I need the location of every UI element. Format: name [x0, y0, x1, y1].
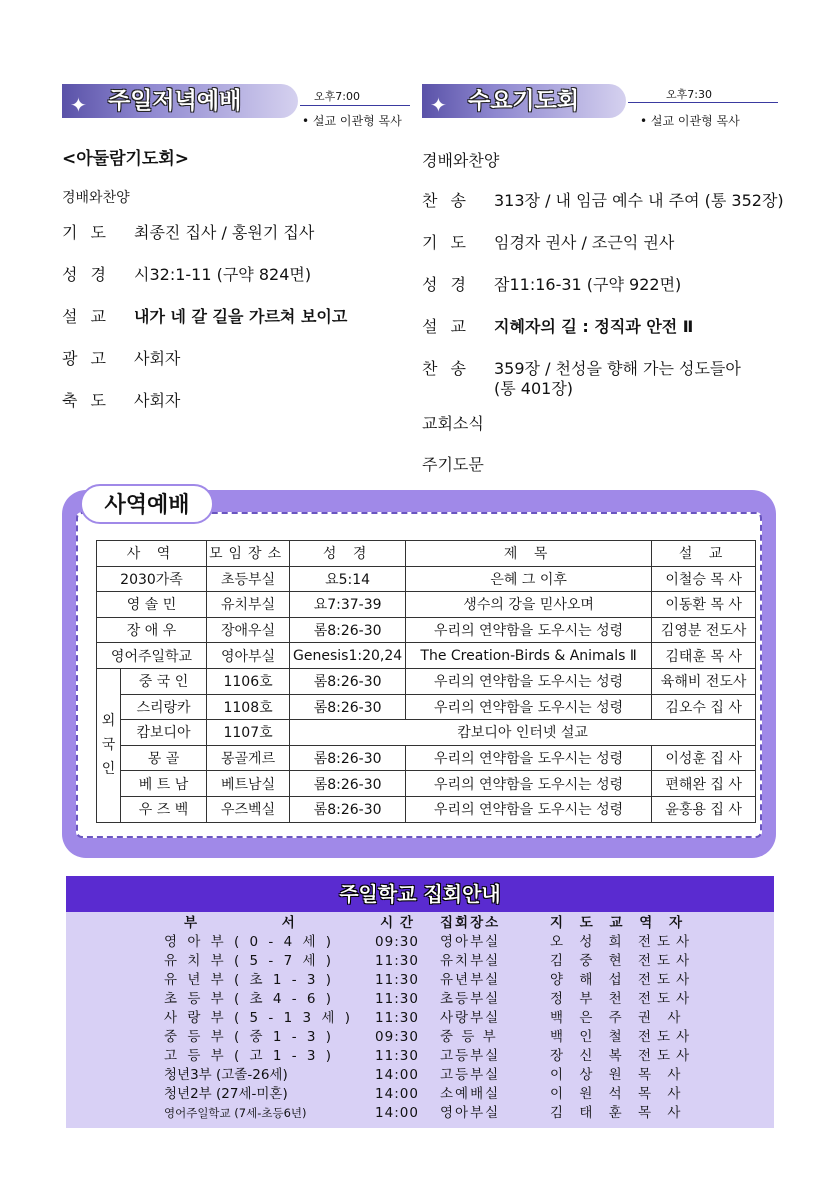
schedule-row	[66, 952, 774, 971]
ministry-name: 2030가족	[97, 566, 207, 592]
ministry-name: 장 애 우	[97, 617, 207, 643]
meeting-place: 1108호	[207, 694, 290, 720]
meeting-place: 초등부실	[440, 991, 501, 1007]
schedule-row	[66, 1066, 774, 1085]
preacher-name: 이철승 목 사	[652, 566, 756, 592]
program-label: 성 경	[62, 265, 106, 284]
schedule-row	[66, 1028, 774, 1047]
bible-ref: 롬8:26-30	[290, 771, 406, 797]
meeting-place: 유년부실	[440, 972, 501, 988]
program-row	[62, 265, 412, 285]
table-row	[97, 745, 756, 771]
service-time: 오후7:30	[666, 88, 712, 101]
department: 중 등 부 ( 중 1 - 3 )	[164, 1029, 335, 1045]
ministry-name: 영어주일학교	[97, 643, 207, 669]
preacher-name: 육해비 전도사	[652, 668, 756, 694]
header-cell: 제 목	[406, 541, 652, 567]
preacher-name: 이성훈 집 사	[652, 745, 756, 771]
meeting-time: 14:00	[375, 1067, 419, 1083]
wednesday-section	[422, 78, 792, 475]
header-cell: 사 역	[97, 541, 207, 567]
sermon-title: 우리의 연약함을 도우시는 성령	[406, 796, 652, 822]
table-row	[97, 694, 756, 720]
meeting-place: 고등부실	[440, 1048, 501, 1064]
service-time: 오후7:00	[314, 90, 360, 103]
program-label: 찬 송	[422, 191, 466, 210]
table-row	[97, 592, 756, 618]
leader: 오 성 희 전도사	[550, 934, 696, 950]
leader: 정 부 천 전도사	[550, 991, 696, 1007]
bible-ref: 요5:14	[290, 566, 406, 592]
preacher-name: 김태훈 목 사	[652, 643, 756, 669]
table-row	[97, 643, 756, 669]
meeting-place: 초등부실	[207, 566, 290, 592]
sunday-evening-header	[62, 78, 412, 128]
program-value: 임경자 권사 / 조근익 권사	[494, 233, 675, 252]
program-label: 설 교	[422, 317, 466, 336]
department: 영 아 부 ( 0 - 4 세 )	[164, 934, 335, 950]
table-row	[97, 617, 756, 643]
meeting-time: 11:30	[375, 953, 419, 969]
department: 유 년 부 ( 초 1 - 3 )	[164, 972, 335, 988]
sermon-title: 생수의 강을 믿사오며	[406, 592, 652, 618]
sermon-title: The Creation-Birds & Animals Ⅱ	[406, 643, 652, 669]
bible-ref: 롬8:26-30	[290, 796, 406, 822]
ministry-name: 베 트 남	[121, 771, 207, 797]
sermon-title: 은혜 그 이후	[406, 566, 652, 592]
preacher-label: • 설교 이관형 목사	[302, 114, 402, 128]
program-value: 사회자	[134, 391, 181, 410]
meeting-place: 몽골게르	[207, 745, 290, 771]
wednesday-header	[422, 78, 792, 128]
sermon-title: 우리의 연약함을 도우시는 성령	[406, 745, 652, 771]
department: 유 치 부 ( 5 - 7 세 )	[164, 953, 335, 969]
preacher-name: 김영분 전도사	[652, 617, 756, 643]
program-value: 지혜자의 길 : 정직과 안전 Ⅱ	[494, 317, 694, 336]
meeting-time: 09:30	[375, 934, 419, 950]
program-label: 성 경	[422, 275, 466, 294]
merged-note: 캄보디아 인터넷 설교	[290, 720, 756, 746]
preacher-name: 편해완 집 사	[652, 771, 756, 797]
program-value: 313장 / 내 임금 예수 내 주여 (통 352장)	[494, 191, 784, 210]
leader: 김 중 현 전도사	[550, 953, 696, 969]
sunday-evening-section	[62, 78, 412, 411]
schedule-row	[66, 1009, 774, 1028]
leader: 김 태 훈 목 사	[550, 1105, 687, 1121]
program-value: 잠11:16-31 (구약 922면)	[494, 275, 682, 294]
sunday-school-table	[66, 914, 774, 1123]
sermon-title: 우리의 연약함을 도우시는 성령	[406, 668, 652, 694]
schedule-row	[66, 1085, 774, 1104]
header-cell: 성 경	[290, 541, 406, 567]
opening: 경배와찬양	[62, 190, 130, 206]
table-row	[97, 566, 756, 592]
meeting-place: 중 등 부	[440, 1029, 498, 1045]
header-cell: 설 교	[652, 541, 756, 567]
meeting-place: 고등부실	[440, 1067, 501, 1083]
leader: 백 인 철 전도사	[550, 1029, 696, 1045]
meeting-time: 11:30	[375, 1010, 419, 1026]
meeting-place: 영아부실	[440, 1105, 501, 1121]
divider	[300, 105, 410, 106]
program-value: 최종진 집사 / 홍원기 집사	[134, 223, 315, 242]
preacher-name: 김오수 집 사	[652, 694, 756, 720]
sparkle-icon: ✦	[70, 93, 87, 117]
department: 청년3부 (고졸-26세)	[164, 1067, 288, 1083]
schedule-row	[66, 990, 774, 1009]
program-value: 사회자	[134, 349, 181, 368]
preacher-name: 윤홍용 집 사	[652, 796, 756, 822]
program-label: 찬 송	[422, 359, 466, 378]
wednesday-title: ✦ 수요기도회	[422, 84, 626, 118]
meeting-place: 사랑부실	[440, 1010, 501, 1026]
divider	[628, 102, 778, 103]
table-row	[97, 771, 756, 797]
meeting-place: 1106호	[207, 668, 290, 694]
bible-ref: Genesis1:20,24	[290, 643, 406, 669]
preacher-name: 이동환 목 사	[652, 592, 756, 618]
meeting-time: 14:00	[375, 1105, 419, 1121]
sunday-school-section	[66, 876, 774, 1128]
program-label: 광 고	[62, 349, 106, 368]
department: 영어주일학교 (7세-초등6년)	[164, 1106, 307, 1120]
program-label: 기 도	[422, 233, 466, 252]
table-header	[97, 541, 756, 567]
leader: 양 해 섭 전도사	[550, 972, 696, 988]
program-row	[62, 223, 412, 243]
bible-ref: 롬8:26-30	[290, 668, 406, 694]
ministry-name: 스리랑카	[121, 694, 207, 720]
meeting-place: 유치부실	[207, 592, 290, 618]
schedule-row	[66, 933, 774, 952]
program-label: 설 교	[62, 307, 106, 326]
program-label: 축 도	[62, 391, 106, 410]
program-row	[422, 191, 792, 211]
header-cell: 모임장소	[207, 541, 290, 567]
lords-prayer: 주기도문	[422, 455, 484, 474]
program-value: 시32:1-11 (구약 824면)	[134, 265, 312, 284]
meeting-place: 1107호	[207, 720, 290, 746]
ministry-name: 몽 골	[121, 745, 207, 771]
sunday-school-title: 주일학교 집회안내	[66, 876, 774, 912]
sunday-evening-title: ✦ 주일저녁예배	[62, 84, 298, 118]
department: 초 등 부 ( 초 4 - 6 )	[164, 991, 335, 1007]
department: 사 랑 부 ( 5 - 1 3 세 )	[164, 1010, 353, 1026]
schedule-row	[66, 971, 774, 990]
leader: 이 상 원 목 사	[550, 1067, 687, 1083]
table-row	[97, 720, 756, 746]
bible-ref: 요7:37-39	[290, 592, 406, 618]
meeting-time: 09:30	[375, 1029, 419, 1045]
program-value: 내가 네 갈 길을 가르쳐 보이고	[134, 307, 348, 326]
foreign-label: 외 국 인	[97, 668, 121, 822]
department: 고 등 부 ( 고 1 - 3 )	[164, 1048, 335, 1064]
program-row	[422, 317, 792, 337]
ministry-table	[96, 540, 756, 823]
leader: 백 은 주 권 사	[550, 1010, 687, 1026]
ministry-name: 캄보디아	[121, 720, 207, 746]
sermon-title: 우리의 연약함을 도우시는 성령	[406, 771, 652, 797]
subtitle: <아둘람기도회>	[62, 149, 190, 169]
schedule-row	[66, 1047, 774, 1066]
schedule-row	[66, 1104, 774, 1123]
header-cell: 부 서	[184, 915, 335, 931]
opening: 경배와찬양	[422, 151, 500, 170]
program-row	[422, 275, 792, 295]
bible-ref: 롬8:26-30	[290, 694, 406, 720]
program-row	[62, 349, 412, 369]
leader: 이 원 석 목 사	[550, 1086, 687, 1102]
table-row	[97, 796, 756, 822]
bible-ref: 롬8:26-30	[290, 745, 406, 771]
header-cell: 시 간	[380, 915, 414, 931]
meeting-time: 11:30	[375, 991, 419, 1007]
schedule-header	[66, 914, 774, 933]
meeting-time: 11:30	[375, 1048, 419, 1064]
header-cell: 지 도 교 역 자	[550, 915, 689, 931]
ministry-name: 우 즈 벡	[121, 796, 207, 822]
meeting-place: 우즈벡실	[207, 796, 290, 822]
sermon-title: 우리의 연약함을 도우시는 성령	[406, 694, 652, 720]
sermon-title: 우리의 연약함을 도우시는 성령	[406, 617, 652, 643]
church-news: 교회소식	[422, 414, 484, 433]
meeting-place: 유치부실	[440, 953, 501, 969]
preacher-label: • 설교 이관형 목사	[640, 114, 740, 128]
meeting-place: 장애우실	[207, 617, 290, 643]
meeting-place: 영아부실	[207, 643, 290, 669]
program-row	[62, 307, 412, 327]
ministry-title: 사역예배	[80, 484, 214, 524]
program-row	[422, 233, 792, 253]
ministry-section	[62, 490, 776, 858]
ministry-frame	[76, 512, 762, 838]
header-cell: 집회장소	[440, 915, 501, 931]
bible-ref: 롬8:26-30	[290, 617, 406, 643]
table-row	[97, 668, 756, 694]
meeting-place: 소예배실	[440, 1086, 501, 1102]
leader: 장 신 복 전도사	[550, 1048, 696, 1064]
program-row	[62, 391, 412, 411]
program-row	[422, 359, 792, 399]
meeting-time: 14:00	[375, 1086, 419, 1102]
meeting-place: 베트남실	[207, 771, 290, 797]
ministry-name: 영 솔 민	[97, 592, 207, 618]
program-label: 기 도	[62, 223, 106, 242]
department: 청년2부 (27세-미혼)	[164, 1086, 288, 1102]
ministry-name: 중 국 인	[121, 668, 207, 694]
sparkle-icon: ✦	[430, 93, 447, 117]
program-value: 359장 / 천성을 향해 가는 성도들아 (통 401장)	[494, 359, 741, 398]
meeting-place: 영아부실	[440, 934, 501, 950]
meeting-time: 11:30	[375, 972, 419, 988]
